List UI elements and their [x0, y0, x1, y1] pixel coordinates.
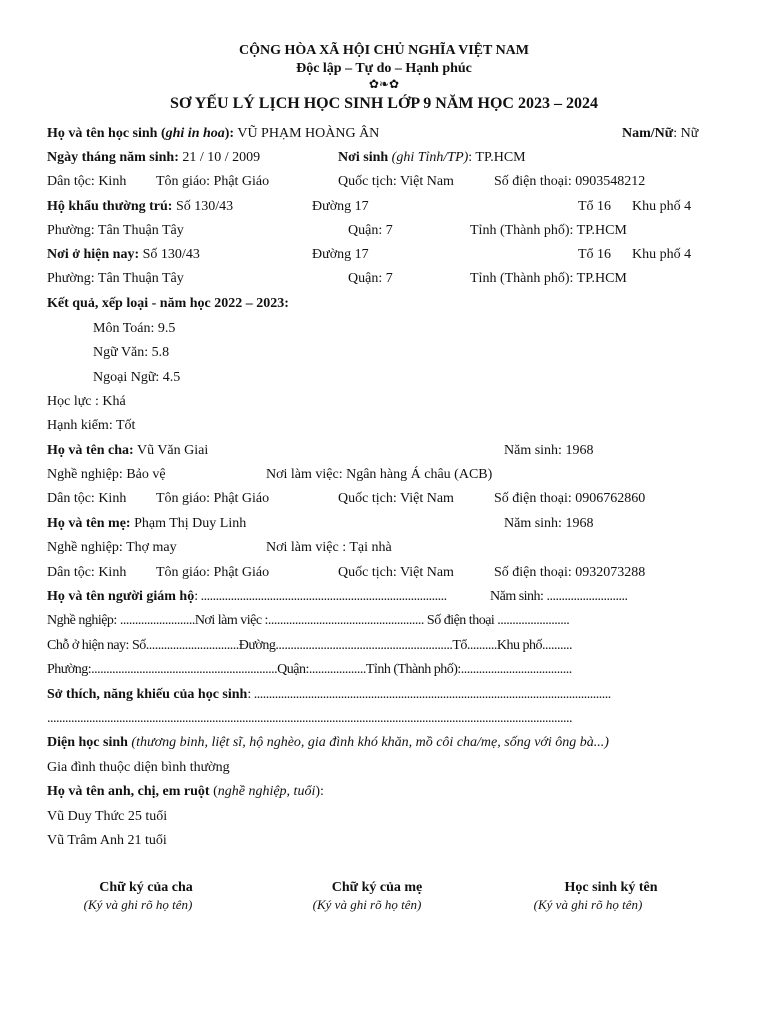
father-ethnicity: Dân tộc: Kinh: [47, 491, 127, 506]
student-ethnicity: Dân tộc: Kinh: [47, 174, 127, 189]
perm-group: Tổ 16: [578, 199, 612, 214]
father-job: Nghề nghiệp: Bảo vệ: [47, 467, 166, 482]
cur-district: Quận: 7: [348, 271, 393, 286]
student-name-row: [47, 125, 379, 143]
ornament-icon: ✿❧✿: [368, 77, 400, 91]
conduct-rank: Hạnh kiểm: Tốt: [47, 418, 136, 433]
cur-street: Đường 17: [312, 247, 369, 262]
perm-address-row: [47, 198, 233, 216]
siblings-hint: nghề nghiệp, tuổi: [217, 784, 316, 799]
gender-value: : Nữ: [673, 126, 699, 141]
cur-group: Tổ 16: [578, 247, 612, 262]
category-label: Diện học sinh: [47, 735, 128, 750]
mother-name-row: [47, 515, 246, 533]
student-phone: Số điện thoại: 0903548212: [494, 174, 646, 189]
father-signature-note: (Ký và ghi rõ họ tên): [83, 897, 193, 912]
gender-row: [622, 125, 698, 143]
mother-religion: Tôn giáo: Phật Giáo: [156, 565, 270, 580]
dob-value: 21 / 10 / 2009: [178, 150, 261, 165]
father-phone: Số điện thoại: 0906762860: [494, 491, 646, 506]
sibling-item: Vũ Trâm Anh 21 tuổi: [47, 833, 167, 848]
foreign-language-score: Ngoại Ngữ: 4.5: [93, 370, 181, 385]
student-signature-title: Học sinh ký tên: [564, 880, 658, 895]
guardian-name-row: [47, 588, 447, 606]
father-name-row: [47, 442, 208, 460]
results-label: Kết quả, xếp loại - năm học 2022 – 2023:: [47, 296, 289, 311]
cur-address-row: [47, 246, 200, 264]
mother-signature-note: (Ký và ghi rõ họ tên): [312, 897, 422, 912]
student-religion: Tôn giáo: Phật Giáo: [156, 174, 270, 189]
mother-name-label: Họ và tên mẹ:: [47, 516, 131, 531]
category-row: [47, 734, 609, 752]
student-nationality: Quốc tịch: Việt Nam: [338, 174, 454, 189]
literature-score: Ngữ Văn: 5.8: [93, 345, 170, 360]
mother-ethnicity: Dân tộc: Kinh: [47, 565, 127, 580]
pob-value: : TP.HCM: [468, 150, 526, 165]
mother-signature-title: Chữ ký của mẹ: [331, 880, 423, 895]
guardian-job-line[interactable]: Nghề nghiệp: .........................Nơi làm việc :.................................................... Số điện thoại ........................: [47, 613, 570, 628]
cur-city: Tỉnh (Thành phố): TP.HCM: [470, 271, 627, 286]
perm-quarter: Khu phố 4: [632, 199, 692, 214]
category-value: Gia đình thuộc diện bình thường: [47, 760, 230, 775]
sibling-item: Vũ Duy Thức 25 tuổi: [47, 809, 168, 824]
gender-label: Nam/Nữ: [622, 126, 674, 141]
motto: Độc lập – Tự do – Hạnh phúc: [296, 61, 472, 76]
pob-row: [338, 149, 526, 167]
father-religion: Tôn giáo: Phật Giáo: [156, 491, 270, 506]
dob-label: Ngày tháng năm sinh:: [47, 150, 179, 165]
mother-name: Phạm Thị Duy Linh: [130, 516, 247, 531]
hobbies-label: Sở thích, năng khiếu của học sinh: [47, 687, 248, 702]
siblings-label: Họ và tên anh, chị, em ruột: [47, 784, 210, 799]
mother-job: Nghề nghiệp: Thợ may: [47, 540, 177, 555]
nation-heading: CỘNG HÒA XÃ HỘI CHỦ NGHĨA VIỆT NAM: [238, 43, 529, 58]
perm-city: Tỉnh (Thành phố): TP.HCM: [470, 223, 627, 238]
pob-label: Nơi sinh: [338, 150, 389, 165]
mother-workplace: Nơi làm việc : Tại nhà: [266, 540, 392, 555]
student-signature-note: (Ký và ghi rõ họ tên): [533, 897, 643, 912]
cur-house-no: Số 130/43: [139, 247, 200, 262]
father-workplace: Nơi làm việc: Ngân hàng Á châu (ACB): [266, 467, 493, 482]
hobbies-field[interactable]: : .......................................................................................................................: [247, 687, 611, 702]
guardian-name-label: Họ và tên người giám hộ: [47, 589, 195, 604]
siblings-hint-open: (: [209, 784, 218, 799]
mother-phone: Số điện thoại: 0932073288: [494, 565, 646, 580]
pob-hint: (ghi Tỉnh/TP): [388, 150, 469, 165]
student-name-hint: ghi in hoa: [165, 126, 225, 141]
father-name: Vũ Văn Giai: [133, 443, 209, 458]
student-name: VŨ PHẠM HOÀNG ÂN: [234, 126, 380, 141]
document-title: SƠ YẾU LÝ LỊCH HỌC SINH LỚP 9 NĂM HỌC 2023 – 2024: [170, 95, 598, 112]
perm-district: Quận: 7: [348, 223, 393, 238]
guardian-address-line[interactable]: Chỗ ở hiện nay: Số...............................Đường...........................................................Tổ..........Khu phố..........: [47, 638, 572, 653]
guardian-birth-year-field[interactable]: Năm sinh: ...........................: [490, 589, 628, 604]
cur-ward: Phường: Tân Thuận Tây: [47, 271, 184, 286]
perm-ward: Phường: Tân Thuận Tây: [47, 223, 184, 238]
dob-row: [47, 149, 260, 167]
perm-street: Đường 17: [312, 199, 369, 214]
father-nationality: Quốc tịch: Việt Nam: [338, 491, 454, 506]
student-name-label: Họ và tên học sinh (: [47, 126, 166, 141]
hobbies-row: [47, 686, 611, 704]
father-name-label: Họ và tên cha:: [47, 443, 134, 458]
academic-rank: Học lực : Khá: [47, 394, 126, 409]
father-birth-year: Năm sinh: 1968: [504, 443, 594, 458]
guardian-name-field[interactable]: : ..................................................................................: [194, 589, 447, 604]
siblings-hint-close: ):: [315, 784, 324, 799]
category-hint: (thương binh, liệt sĩ, hộ nghèo, gia đình khó khăn, mồ côi cha/mẹ, sống với ông bà...): [127, 735, 609, 750]
perm-house-no: Số 130/43: [172, 199, 234, 214]
guardian-ward-line[interactable]: Phường:..............................................................Quận:...................Tỉnh (Thành phố):.....................................: [47, 662, 572, 677]
siblings-row: [47, 783, 324, 801]
cur-address-label: Nơi ở hiện nay:: [47, 247, 140, 262]
hobbies-field-line-2[interactable]: ...............................................................................................................................................................................: [47, 711, 572, 726]
mother-birth-year: Năm sinh: 1968: [504, 516, 594, 531]
cur-quarter: Khu phố 4: [632, 247, 692, 262]
father-signature-title: Chữ ký của cha: [99, 880, 193, 895]
mother-nationality: Quốc tịch: Việt Nam: [338, 565, 454, 580]
student-name-label-end: ):: [224, 126, 235, 141]
math-score: Môn Toán: 9.5: [93, 321, 176, 336]
perm-address-label: Hộ khẩu thường trú:: [47, 199, 173, 214]
